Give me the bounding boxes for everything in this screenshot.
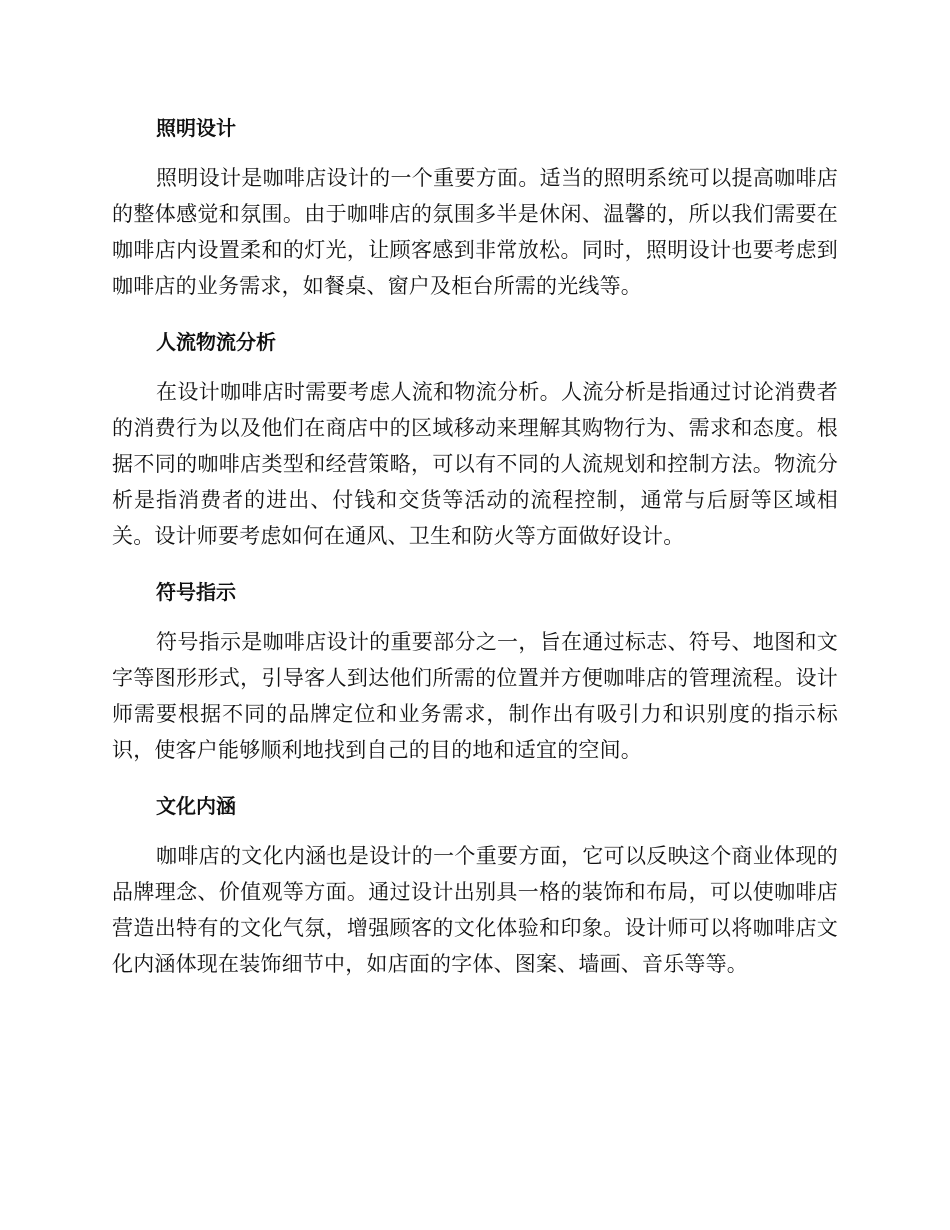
section-paragraph: 咖啡店的文化内涵也是设计的一个重要方面，它可以反映这个商业体现的品牌理念、价值观等方面。通过设计出别具一格的装饰和布局，可以使咖啡店营造出特有的文化气氛，增强顾客的文化体验和印象。设计师可以将咖啡店文化内涵体现在装饰细节中，如店面的字体、图案、墙画、音乐等等。 — [112, 844, 838, 976]
section-paragraph: 照明设计是咖啡店设计的一个重要方面。适当的照明系统可以提高咖啡店的整体感觉和氛围。由于咖啡店的氛围多半是休闲、温馨的，所以我们需要在咖啡店内设置柔和的灯光，让顾客感到非常放松。同时，照明设计也要考虑到咖啡店的业务需求，如餐桌、窗户及柜台所需的光线等。 — [112, 166, 838, 298]
section-cultural-connotation — [112, 788, 838, 982]
section-flow-analysis — [112, 324, 838, 554]
section-heading: 照明设计 — [156, 116, 236, 140]
section-paragraph: 符号指示是咖啡店设计的重要部分之一，旨在通过标志、符号、地图和文字等图形形式，引导客人到达他们所需的位置并方便咖啡店的管理流程。设计师需要根据不同的品牌定位和业务需求，制作出有吸引力和识别度的指示标识，使客户能够顺利地找到自己的目的地和适宜的空间。 — [112, 630, 838, 762]
section-heading: 人流物流分析 — [156, 330, 276, 354]
section-heading: 文化内涵 — [156, 794, 236, 818]
section-signage — [112, 574, 838, 768]
section-lighting-design — [112, 110, 838, 304]
section-paragraph: 在设计咖啡店时需要考虑人流和物流分析。人流分析是指通过讨论消费者的消费行为以及他们在商店中的区域移动来理解其购物行为、需求和态度。根据不同的咖啡店类型和经营策略，可以有不同的人流规划和控制方法。物流分析是指消费者的进出、付钱和交货等活动的流程控制，通常与后厨等区域相关。设计师要考虑如何在通风、卫生和防火等方面做好设计。 — [112, 380, 838, 548]
section-heading: 符号指示 — [156, 580, 236, 604]
